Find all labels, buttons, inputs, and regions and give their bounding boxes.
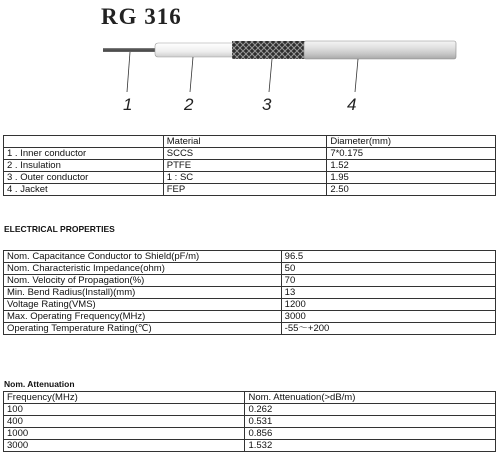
construction-table (3, 135, 496, 196)
table-header-row (4, 392, 496, 404)
table-row (4, 148, 496, 160)
component-name: 1 . Inner conductor (4, 148, 164, 160)
attenuation-value: 0.856 (245, 428, 496, 440)
property-value: 50 (281, 263, 495, 275)
leader-line-4 (355, 59, 358, 92)
component-material: SCCS (163, 148, 327, 160)
component-material: PTFE (163, 160, 327, 172)
table-row (4, 263, 496, 275)
table-row (4, 251, 496, 263)
label-2: 2 (184, 95, 194, 114)
property-value: 13 (281, 287, 495, 299)
attenuation-heading: Nom. Attenuation (4, 379, 75, 389)
leader-line-1 (127, 52, 130, 92)
header-diameter: Diameter(mm) (327, 136, 496, 148)
header-frequency: Frequency(MHz) (4, 392, 245, 404)
attenuation-value: 0.262 (245, 404, 496, 416)
attenuation-table (3, 391, 496, 452)
table-row (4, 160, 496, 172)
property-name: Nom. Characteristic Impedance(ohm) (4, 263, 282, 275)
table-row (4, 428, 496, 440)
attenuation-value: 1.532 (245, 440, 496, 452)
cable-diagram (0, 30, 500, 130)
electrical-properties-heading: ELECTRICAL PROPERTIES (4, 224, 115, 234)
label-4: 4 (347, 95, 357, 114)
table-row (4, 287, 496, 299)
property-value: 1200 (281, 299, 495, 311)
table-row (4, 323, 496, 335)
component-diameter: 7*0.175 (327, 148, 496, 160)
label-1: 1 (123, 95, 133, 114)
electrical-properties-table (3, 250, 496, 335)
table-header-row (4, 136, 496, 148)
table-row (4, 440, 496, 452)
component-name: 2 . Insulation (4, 160, 164, 172)
jacket (304, 41, 456, 59)
property-name: Voltage Rating(VMS) (4, 299, 282, 311)
table-row (4, 416, 496, 428)
table-row (4, 172, 496, 184)
table-row (4, 275, 496, 287)
frequency-value: 1000 (4, 428, 245, 440)
table-row (4, 311, 496, 323)
leader-line-3 (269, 59, 272, 92)
property-value: 3000 (281, 311, 495, 323)
inner-conductor (103, 48, 159, 52)
property-value: 70 (281, 275, 495, 287)
insulation (155, 43, 237, 57)
attenuation-value: 0.531 (245, 416, 496, 428)
property-name: Operating Temperature Rating(℃) (4, 323, 282, 335)
property-value: -55～+200 (281, 323, 495, 335)
frequency-value: 100 (4, 404, 245, 416)
component-material: FEP (163, 184, 327, 196)
header-attenuation: Nom. Attenuation(>dB/m) (245, 392, 496, 404)
header-material: Material (163, 136, 327, 148)
label-3: 3 (262, 95, 272, 114)
component-material: 1 : SC (163, 172, 327, 184)
table-row (4, 184, 496, 196)
property-name: Nom. Velocity of Propagation(%) (4, 275, 282, 287)
outer-conductor-braid (232, 41, 308, 59)
property-name: Min. Bend Radius(Install)(mm) (4, 287, 282, 299)
property-name: Nom. Capacitance Conductor to Shield(pF/m) (4, 251, 282, 263)
leader-line-2 (190, 57, 193, 92)
property-name: Max. Operating Frequency(MHz) (4, 311, 282, 323)
component-diameter: 2.50 (327, 184, 496, 196)
component-diameter: 1.95 (327, 172, 496, 184)
table-row (4, 404, 496, 416)
property-value: 96.5 (281, 251, 495, 263)
component-name: 4 . Jacket (4, 184, 164, 196)
frequency-value: 400 (4, 416, 245, 428)
frequency-value: 3000 (4, 440, 245, 452)
component-name: 3 . Outer conductor (4, 172, 164, 184)
component-diameter: 1.52 (327, 160, 496, 172)
cable-cross-section-illustration (0, 30, 500, 130)
cable-title: RG 316 (101, 4, 182, 29)
table-row (4, 299, 496, 311)
header-cell (4, 136, 164, 148)
